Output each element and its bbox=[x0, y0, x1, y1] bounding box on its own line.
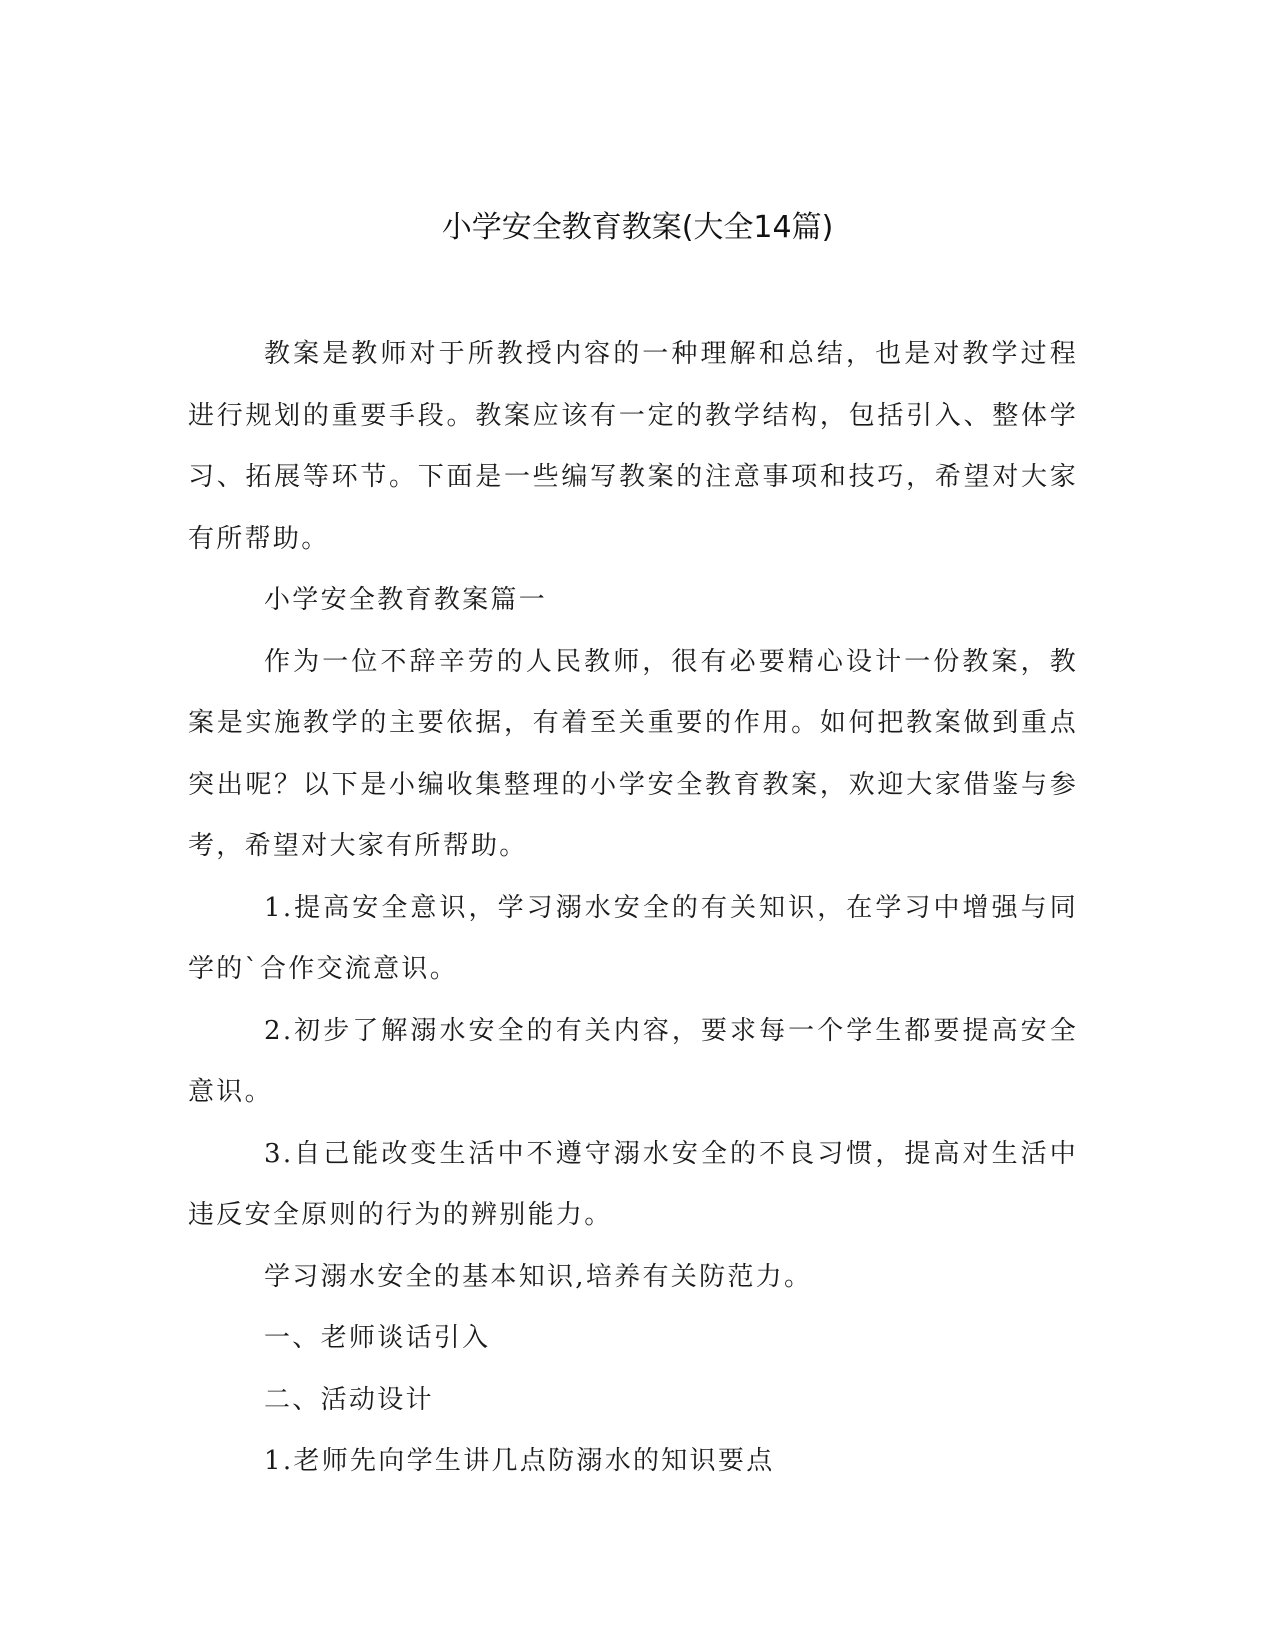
objective-item-3: 3.自己能改变生活中不遵守溺水安全的不良习惯，提高对生活中违反安全原则的行为的辨别能力。 bbox=[188, 1138, 1078, 1230]
document-body bbox=[188, 324, 1078, 1493]
preface-paragraph: 作为一位不辞辛劳的人民教师，很有必要精心设计一份教案，教案是实施教学的主要依据，有着至关重要的作用。如何把教案做到重点突出呢？以下是小编收集整理的小学安全教育教案，欢迎大家借鉴与参考，希望对大家有所帮助。 bbox=[188, 646, 1078, 861]
section-heading: 小学安全教育教案篇一 bbox=[264, 585, 548, 615]
objective-item-2: 2.初步了解溺水安全的有关内容，要求每一个学生都要提高安全意识。 bbox=[188, 1015, 1078, 1107]
step-heading-2: 二、活动设计 bbox=[264, 1384, 434, 1415]
objective-item-1: 1.提高安全意识，学习溺水安全的有关知识，在学习中增强与同学的`合作交流意识。 bbox=[188, 892, 1078, 984]
intro-paragraph: 教案是教师对于所教授内容的一种理解和总结，也是对教学过程进行规划的重要手段。教案应该有一定的教学结构，包括引入、整体学习、拓展等环节。下面是一些编写教案的注意事项和技巧，希望对大家有所帮助。 bbox=[188, 339, 1078, 554]
document-title: 小学安全教育教案(大全14篇) bbox=[441, 210, 834, 245]
step-heading-1: 一、老师谈话引入 bbox=[264, 1323, 491, 1353]
activity-item-1: 1.老师先向学生讲几点防溺水的知识要点 bbox=[264, 1446, 775, 1476]
key-point-paragraph: 学习溺水安全的基本知识,培养有关防范力。 bbox=[264, 1261, 813, 1292]
